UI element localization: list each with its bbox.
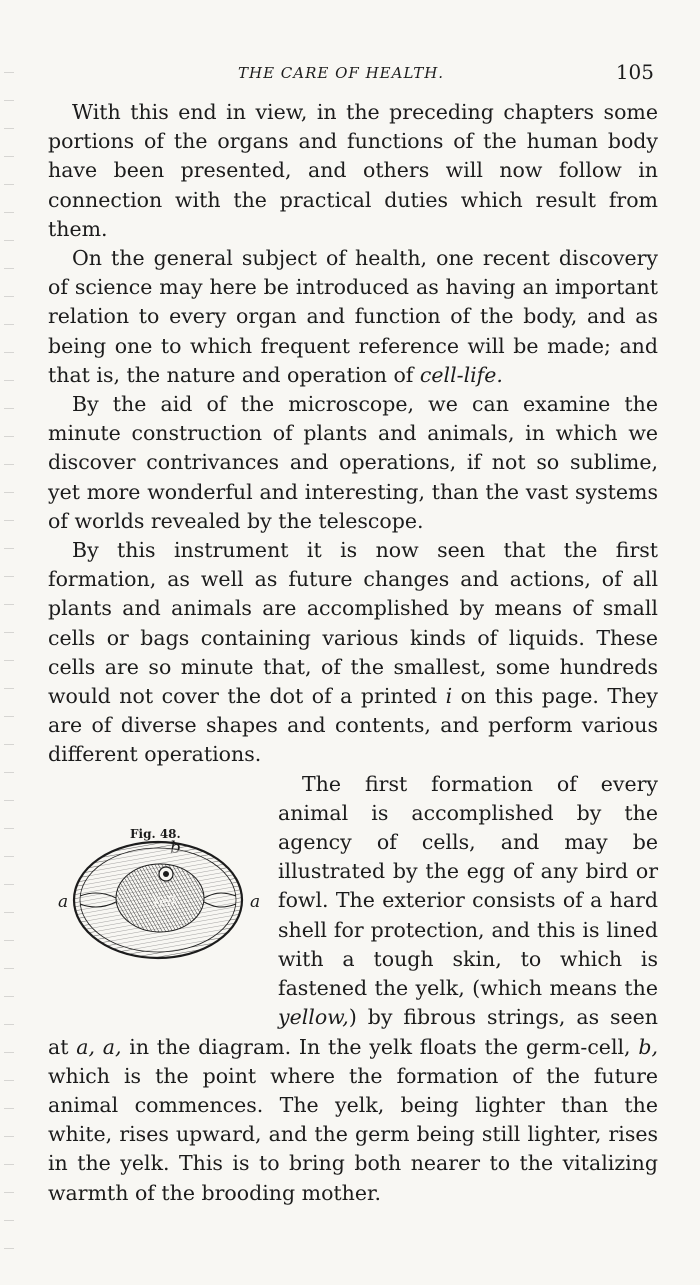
cell-life-term: cell-life.: [419, 362, 503, 387]
page-header: [48, 58, 658, 98]
body-text: [48, 98, 658, 1208]
page-number: 105: [615, 60, 654, 84]
paragraph-5-text-a: The first formation of every animal is accomplished by the agency of cells, and may be illustrated by the egg of any bird or fowl. The exterior consists of a hard shell for protection, and this is lined with a tough skin, to which is fastened the yelk, (which means the: [278, 771, 658, 1001]
scan-margin-artifact: [4, 60, 14, 1260]
paragraph-4-text-b: on this page. They are of diverse shapes and contents, and perform various different operations.: [48, 684, 658, 767]
running-head: THE CARE OF HEALTH.: [238, 64, 445, 82]
figure-48: [48, 770, 268, 1010]
paragraph-5-text-d: which is the point where the formation of the future animal commences. The yelk, being lighter than the white, rises upward, and the germ being still lighter, rises in the yelk. This is to bring both nearer to the vitalizing warmth of the brooding mother.: [48, 1063, 658, 1205]
figure-caption: Fig. 48.: [130, 826, 181, 841]
egg-diagram: [48, 830, 268, 970]
figure-label-a-right: a: [250, 891, 261, 912]
book-page: [48, 58, 658, 1208]
a-a-term: a, a,: [76, 1034, 122, 1059]
paragraph-4-text-a: By this instrument it is now seen that the first formation, as well as future changes and actions, of all plants and animals are accomplished by means of small cells or bags containing various kinds of liquids. These cells are so minute that, of the smallest, some hundreds would not cover the dot of a printed: [48, 538, 658, 709]
yellow-term: yellow,: [278, 1005, 349, 1030]
figure-label-a-left: a: [58, 891, 69, 912]
printed-i-term: i: [445, 684, 453, 709]
paragraph-5-text-c: in the diagram. In the yelk floats the germ-cell,: [121, 1034, 639, 1059]
b-term: b,: [638, 1034, 658, 1059]
paragraph-2: [48, 244, 658, 390]
paragraph-2-text: On the general subject of health, one recent discovery of science may here be introduced as having an important relation to every organ and function of the body, and as being one to which frequent reference will be made; and that is, the nature and operation of: [48, 246, 658, 387]
yolk-label: Yelk: [152, 894, 180, 910]
paragraph-5-text-b: ) by fibrous strings, as seen at: [48, 1005, 658, 1059]
paragraph-4: [48, 536, 658, 770]
paragraph-3: By the aid of the microscope, we can examine the minute construction of plants and animals, in which we discover contrivances and operations, if not so sublime, yet more wonderful and interesting, than the vast systems of worlds revealed by the telescope.: [48, 392, 658, 533]
paragraph-1: With this end in view, in the preceding chapters some portions of the organs and functions of the human body have been presented, and others will now follow in connection with the practical duties which result from them.: [48, 100, 658, 241]
